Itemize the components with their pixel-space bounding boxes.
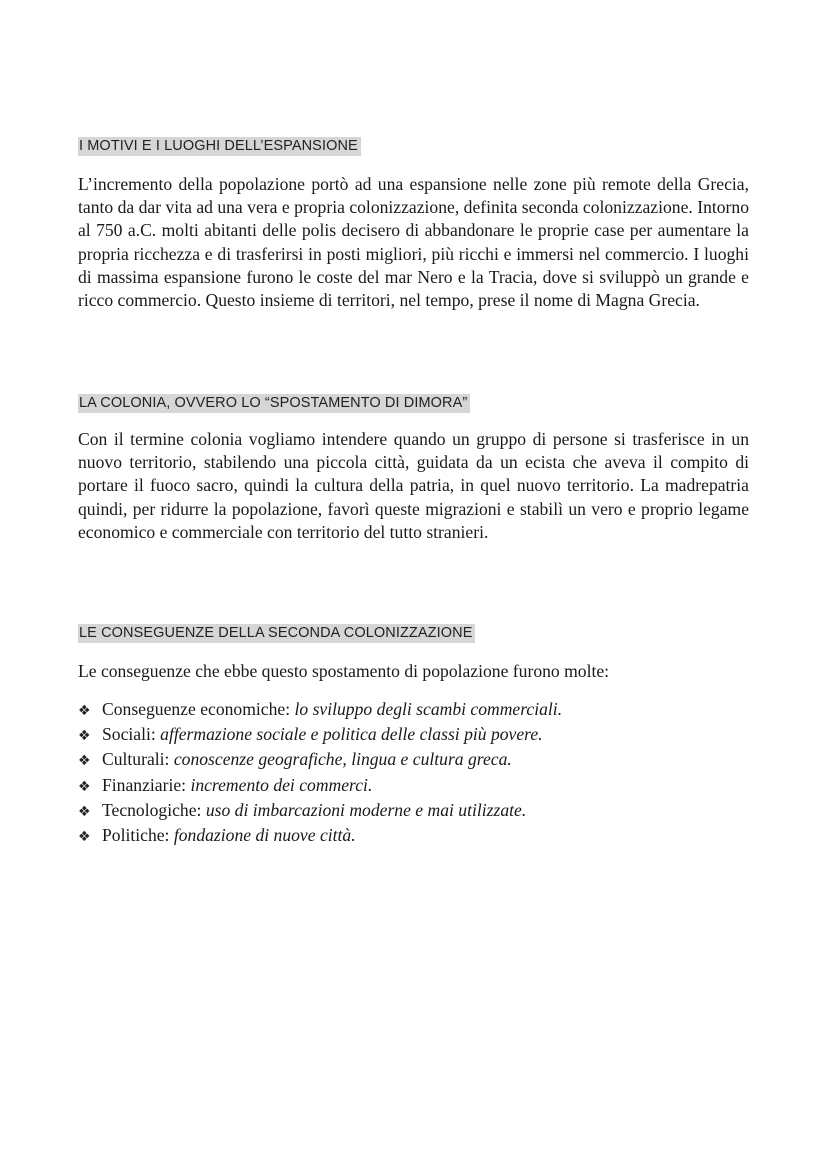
- diamond-bullet-icon: ❖: [78, 829, 91, 846]
- diamond-bullet-icon: ❖: [78, 803, 91, 820]
- item-text: lo sviluppo degli scambi commerciali.: [294, 699, 563, 719]
- item-label: Sociali:: [102, 724, 161, 745]
- diamond-bullet-icon: ❖: [78, 753, 91, 770]
- item-label: Tecnologiche:: [102, 799, 206, 820]
- section-body-colonia: Con il termine colonia vogliamo intendere quando un gruppo di persone si trasferisce in un nuovo territorio, stabilendo una piccola città, guidata da un ecista che aveva il compito di portare il fuoco sacro, quindi la cultura della patria, in quel nuovo territorio. La madrepatria quindi, per ridurre la popolazione, favorì queste migrazioni e stabilì un vero e proprio legame economico e commerciale con territorio del tutto stranieri.: [78, 429, 749, 542]
- section-heading-colonia: LA COLONIA, OVVERO LO “SPOSTAMENTO DI DIMORA”: [78, 394, 470, 413]
- diamond-bullet-icon: ❖: [78, 703, 91, 719]
- diamond-bullet-icon: ❖: [78, 728, 91, 745]
- list-item: [78, 824, 749, 849]
- section-heading-motivi: I MOTIVI E I LUOGHI DELL’ESPANSIONE: [78, 137, 361, 156]
- item-label: Politiche:: [102, 825, 174, 846]
- consequences-list: [78, 698, 749, 849]
- section-intro-conseguenze: Le conseguenze che ebbe questo spostamento di popolazione furono molte:: [78, 661, 610, 681]
- item-text: incremento dei commerci.: [190, 774, 373, 795]
- item-label: Finanziarie:: [102, 774, 191, 795]
- item-text: conoscenze geografiche, lingua e cultura greca.: [173, 749, 512, 770]
- list-item: [78, 774, 749, 799]
- item-label: Culturali:: [102, 749, 174, 770]
- item-text: fondazione di nuove città.: [173, 825, 356, 846]
- section-heading-conseguenze: LE CONSEGUENZE DELLA SECONDA COLONIZZAZIONE: [78, 624, 475, 643]
- section-body-motivi: L’incremento della popolazione portò ad una espansione nelle zone più remote della Grecia, tanto da dar vita ad una vera e propria colonizzazione, definita seconda colonizzazione. Intorno al 750 a.C. molti abitanti delle polis decisero di abbandonare le proprie case per aumentare la propria ricchezza e di trasferirsi in posti migliori, più ricchi e immersi nel commercio. I luoghi di massima espansione furono le coste del mar Nero e la Tracia, dove si sviluppò un grande e ricco commercio. Questo insieme di territori, nel tempo, prese il nome di Magna Grecia.: [78, 174, 749, 311]
- list-item: [78, 748, 749, 773]
- list-item: [78, 698, 749, 723]
- list-item: [78, 799, 749, 824]
- item-text: affermazione sociale e politica delle classi più povere.: [160, 724, 543, 745]
- item-label: Conseguenze economiche:: [102, 699, 295, 719]
- item-text: uso di imbarcazioni moderne e mai utilizzate.: [205, 799, 527, 820]
- list-item: [78, 723, 749, 748]
- diamond-bullet-icon: ❖: [78, 778, 91, 795]
